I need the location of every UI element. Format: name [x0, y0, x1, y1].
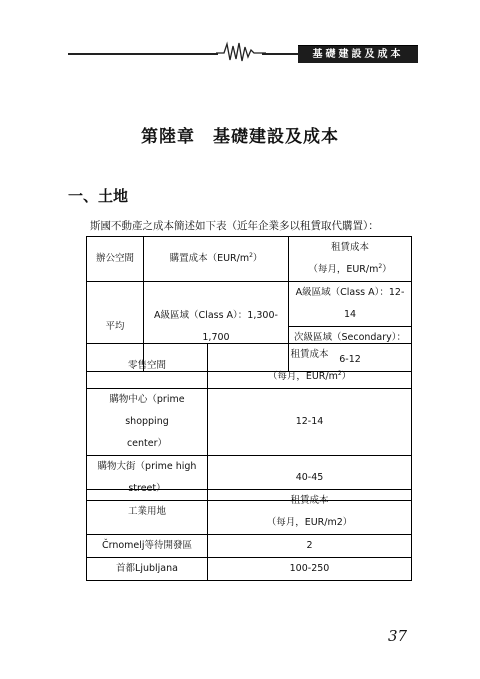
retail-row-value: 12-14 — [208, 389, 412, 456]
industrial-row-value: 100-250 — [208, 558, 412, 581]
retail-header-rent: 租賃成本 （每月，EUR/$m^2$） — [208, 344, 412, 389]
retail-row-label: 購物中心（prime shopping center） — [87, 389, 208, 456]
industrial-row-label: Črnomelj等待開發區 — [87, 535, 208, 558]
table-row — [87, 344, 412, 389]
table-row — [87, 558, 412, 581]
chapter-title: 第陸章 基礎建設及成本 — [141, 127, 339, 147]
office-row-rent-a: A級區域（Class A）：12-14 — [289, 282, 412, 327]
office-row-rent-b: 次級區域（Secondary）：6-12 — [289, 327, 412, 372]
retail-row-label: 購物大街（prime high street） — [87, 456, 208, 501]
table-row — [87, 282, 412, 327]
table-row — [87, 389, 412, 456]
retail-cost-table — [86, 343, 412, 501]
office-header-purchase: 購置成本$(EUR/m^2)$ — [144, 237, 289, 282]
office-header-rent: 租賃成本 （每月，EUR/$m^2$） — [289, 237, 412, 282]
header-rule-left — [68, 53, 218, 55]
intro-text: 斯國不動產之成本簡述如下表（近年企業多以租賃取代購置）： — [90, 220, 379, 232]
table-row — [87, 237, 412, 282]
retail-header-space: 零售空間 — [87, 344, 208, 389]
retail-row-value: 40-45 — [208, 456, 412, 501]
office-row-purchase: A級區域（Class A）：1,300-1,700 — [144, 282, 289, 372]
header-title-box — [298, 45, 418, 63]
table-row — [87, 490, 412, 535]
office-row-label: 平均 — [87, 282, 144, 372]
pulse-line-icon — [216, 40, 266, 64]
industrial-header-rent: 租賃成本 （每月，EUR/m2） — [208, 490, 412, 535]
section-title: 一、土地 — [68, 187, 129, 205]
header-rule-right — [262, 53, 298, 55]
industrial-cost-table — [86, 489, 412, 581]
table-row — [87, 535, 412, 558]
industrial-row-value: 2 — [208, 535, 412, 558]
industrial-row-label: 首都Ljubljana — [87, 558, 208, 581]
header-title: 基礎建設及成本 — [312, 49, 404, 60]
office-header-space: 辦公空間 — [87, 237, 144, 282]
industrial-header-space: 工業用地 — [87, 490, 208, 535]
page-number: 37 — [388, 627, 408, 645]
